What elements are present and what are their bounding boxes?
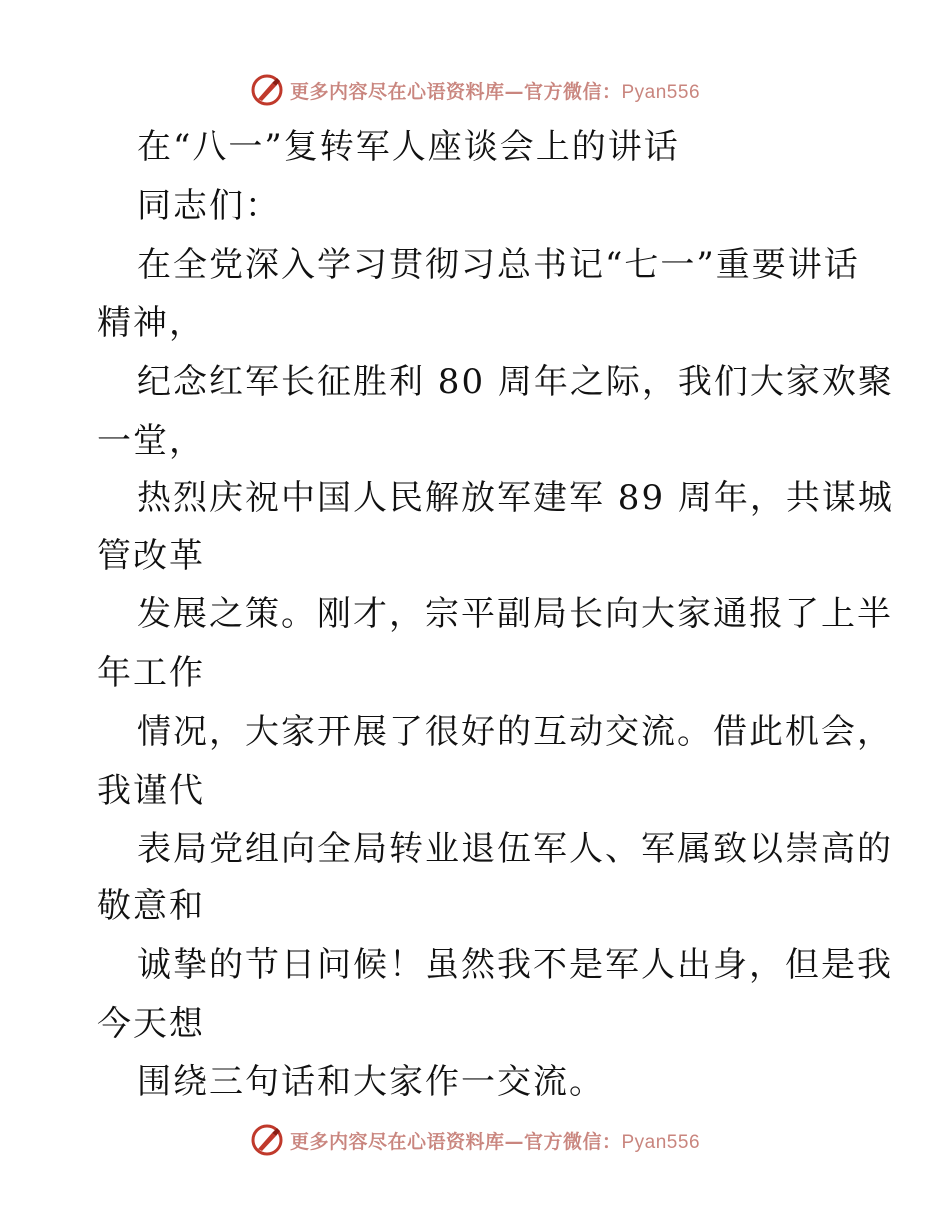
pen-logo-icon <box>250 73 284 107</box>
paragraph-line: 我谨代 <box>97 771 205 811</box>
paragraph-line: 发展之策。刚才，宗平副局长向大家通报了上半 <box>137 594 893 634</box>
paragraph-line: 在全党深入学习贯彻习总书记“七一”重要讲话 <box>137 245 860 285</box>
watermark-text: 更多内容尽在心语资料库—官方微信：Pyan556 <box>289 80 701 103</box>
paragraph-line: 情况，大家开展了很好的互动交流。借此机会， <box>137 712 893 752</box>
paragraph-line: 诚挚的节日问候！虽然我不是军人出身，但是我 <box>137 945 893 985</box>
wechat-id: Pyan556 <box>621 81 701 103</box>
paragraph-line: 管改革 <box>97 536 205 576</box>
pen-logo-icon <box>250 1123 284 1157</box>
watermark-text: 更多内容尽在心语资料库—官方微信：Pyan556 <box>289 1130 701 1153</box>
paragraph-line: 一堂， <box>97 421 205 461</box>
paragraph-line: 年工作 <box>97 653 205 693</box>
paragraph-line: 精神， <box>97 303 205 343</box>
wechat-id: Pyan556 <box>621 1131 701 1153</box>
document-title: 在“八一”复转军人座谈会上的讲话 <box>137 127 680 167</box>
header-watermark <box>0 70 950 110</box>
salutation: 同志们： <box>137 186 281 226</box>
paragraph-line: 围绕三句话和大家作一交流。 <box>137 1062 605 1102</box>
footer-watermark <box>0 1120 950 1160</box>
paragraph-line: 今天想 <box>97 1004 205 1044</box>
paragraph-line: 表局党组向全局转业退伍军人、军属致以崇高的 <box>137 829 893 869</box>
paragraph-line: 热烈庆祝中国人民解放军建军 89 周年，共谋城 <box>137 478 894 518</box>
paragraph-line: 纪念红军长征胜利 80 周年之际，我们大家欢聚 <box>137 362 894 402</box>
paragraph-line: 敬意和 <box>97 886 205 926</box>
